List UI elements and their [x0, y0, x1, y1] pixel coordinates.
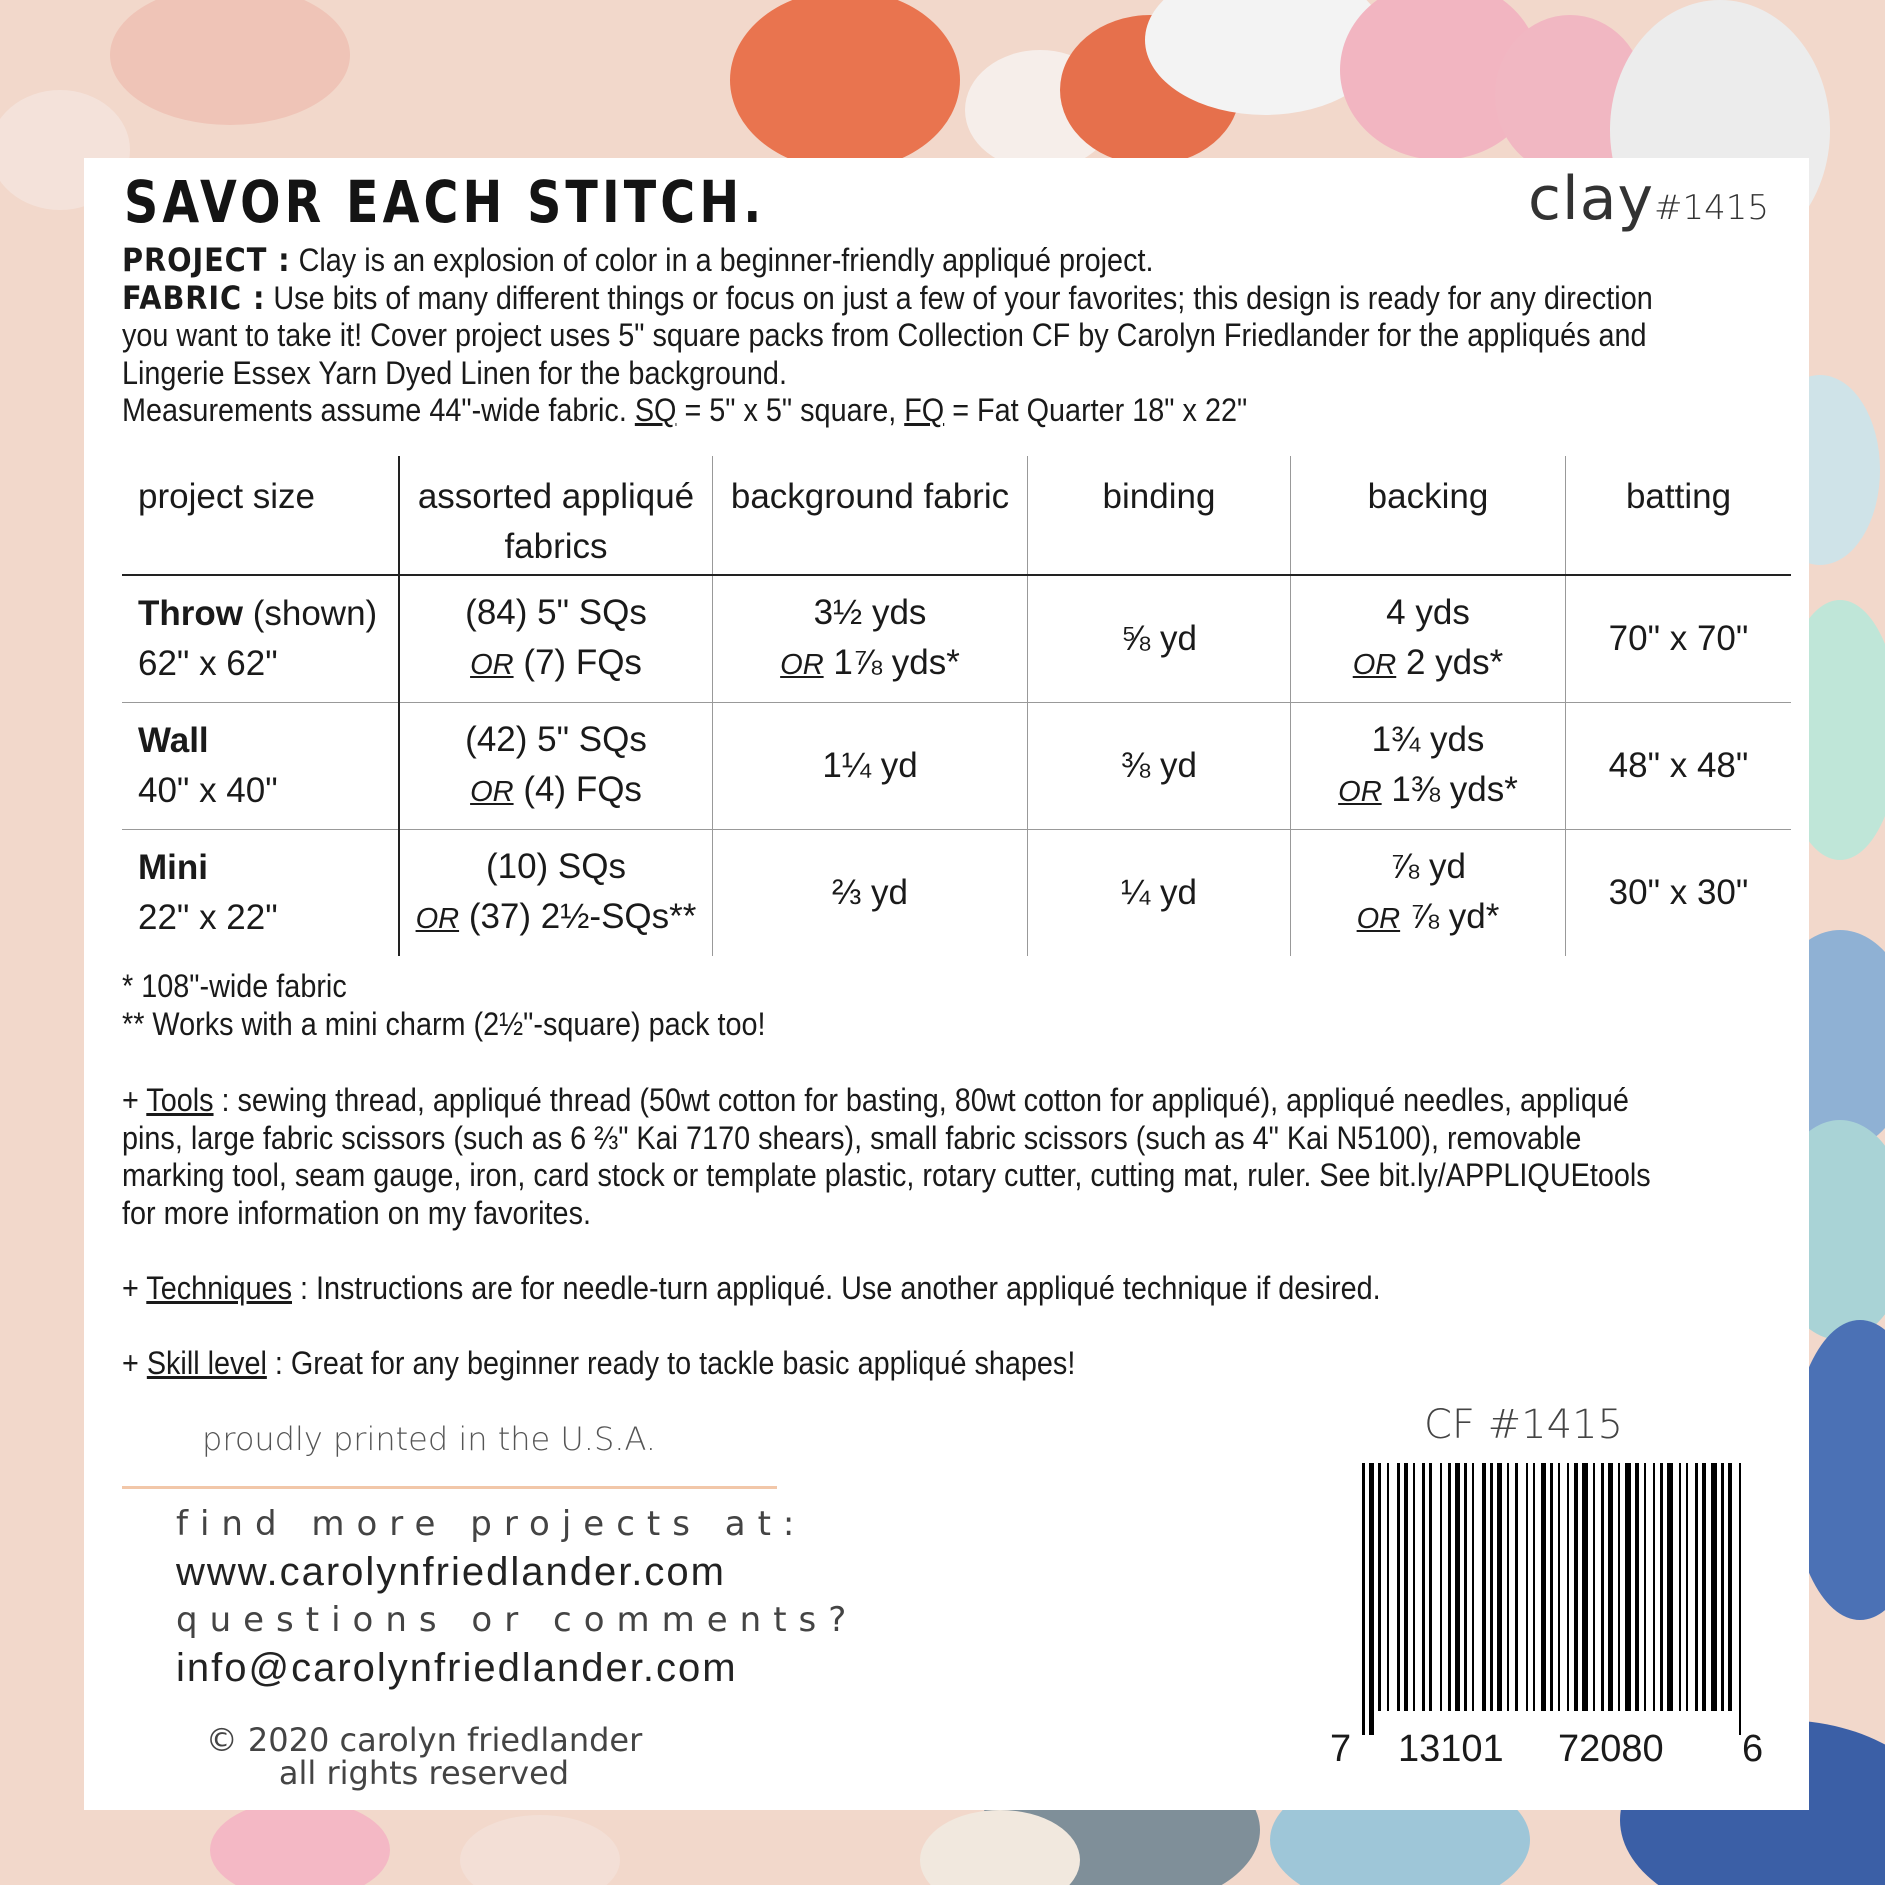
tools-text-2: pins, large fabric scissors (such as 6 ⅔" Kai 7170 shears), small fabric scissors (such as 4" Kai N5100), removable — [122, 1119, 1582, 1156]
header-applique-fabrics — [399, 456, 713, 575]
binding-cell: ¼ yd — [1028, 830, 1291, 957]
tools-section — [122, 1082, 1651, 1232]
barcode-bar — [1686, 1463, 1688, 1711]
barcode-bar — [1541, 1463, 1546, 1711]
barcode-bar — [1507, 1463, 1509, 1711]
backing-value: 4 yds — [1386, 593, 1470, 632]
background-cell — [713, 575, 1028, 703]
tools-prefix: + — [122, 1082, 147, 1118]
header-applique-l1: assorted appliqué — [417, 477, 695, 516]
tools-text-4: for more information on my favorites. — [122, 1194, 591, 1231]
barcode-bar — [1711, 1463, 1717, 1711]
barcode-bar — [1440, 1463, 1442, 1711]
barcode-bar — [1721, 1463, 1724, 1711]
fabric-line — [122, 278, 1653, 318]
size-dims: 62" x 62" — [138, 644, 278, 683]
barcode-bar — [1625, 1463, 1631, 1711]
binding-cell: ⅝ yd — [1028, 575, 1291, 703]
backing-cell — [1291, 703, 1566, 830]
barcode-bar — [1526, 1463, 1528, 1711]
fabric-requirements-table — [122, 456, 1791, 956]
barcode-digit-first: 7 — [1330, 1728, 1352, 1770]
barcode-bar — [1387, 1463, 1389, 1711]
pattern-number: #1415 — [1653, 188, 1769, 228]
barcode-bar — [1490, 1463, 1493, 1711]
header-binding: binding — [1028, 456, 1291, 575]
barcode-bar — [1739, 1463, 1741, 1735]
barcode-bar — [1582, 1463, 1588, 1711]
barcode-bar — [1608, 1463, 1613, 1711]
pattern-name — [1528, 164, 1769, 234]
barcode-digits-right: 72080 — [1558, 1728, 1664, 1770]
tools-text: : sewing thread, appliqué thread (50wt cotton for basting, 80wt cotton for appliqué), appliqué needles, appliqué — [213, 1082, 1629, 1118]
barcode-digit-last: 6 — [1742, 1728, 1764, 1770]
or-label: OR — [1352, 649, 1397, 681]
barcode-bar — [1635, 1463, 1639, 1711]
or-label: OR — [1356, 903, 1401, 935]
backing-cell — [1291, 830, 1566, 957]
header-batting: batting — [1566, 456, 1792, 575]
applique-cell — [399, 575, 713, 703]
barcode-bar — [1422, 1463, 1425, 1711]
skill-level-section — [122, 1345, 1075, 1382]
barcode-bar — [1558, 1463, 1560, 1711]
or-label: OR — [780, 649, 824, 681]
background-alt: 1⅞ yds* — [833, 643, 960, 682]
table-row — [122, 575, 1791, 703]
measure-prefix: Measurements assume 44"-wide fabric. — [122, 392, 635, 428]
project-label: PROJECT : — [122, 241, 291, 279]
batting-cell: 48" x 48" — [1566, 703, 1792, 830]
barcode-bar — [1482, 1463, 1486, 1711]
batting-cell: 70" x 70" — [1566, 575, 1792, 703]
footnote-2: ** Works with a mini charm (2½"-square) pack too! — [122, 1005, 766, 1042]
barcode-bar — [1667, 1463, 1673, 1711]
skill-label: Skill level — [146, 1345, 267, 1381]
barcode-bar — [1618, 1463, 1620, 1711]
background-cell: ⅔ yd — [713, 830, 1028, 957]
pattern-name-text: clay — [1528, 164, 1654, 234]
size-name: Wall — [138, 721, 209, 760]
applique-alt: (7) FQs — [523, 643, 642, 682]
or-label: OR — [1338, 776, 1382, 808]
barcode-bar — [1533, 1463, 1535, 1711]
barcode-bar — [1593, 1463, 1595, 1711]
tools-label: Tools — [146, 1082, 214, 1118]
barcode-bar — [1464, 1463, 1467, 1711]
backing-alt: ⅞ yd* — [1409, 897, 1500, 936]
barcode-bar — [1653, 1463, 1655, 1711]
fabric-text: Use bits of many different things or focus on just a few of your favorites; this design is ready for any direction — [273, 279, 1653, 316]
size-dims: 22" x 22" — [138, 898, 278, 937]
fabric-line-3: Lingerie Essex Yarn Dyed Linen for the background. — [122, 354, 787, 391]
barcode-bar — [1644, 1463, 1646, 1711]
backing-value: ⅞ yd — [1390, 847, 1466, 886]
copyright-line-2: all rights reserved — [278, 1754, 570, 1792]
barcode-bar — [1404, 1463, 1408, 1711]
fq-abbr: FQ — [904, 392, 945, 428]
fq-def: = Fat Quarter 18" x 22" — [944, 392, 1248, 428]
size-name: Throw — [138, 594, 243, 633]
find-more-label: find more projects at: — [176, 1504, 807, 1544]
techniques-section — [122, 1270, 1381, 1307]
barcode-bar — [1567, 1463, 1569, 1711]
skill-text: : Great for any beginner ready to tackle basic appliqué shapes! — [266, 1345, 1076, 1381]
applique-alt: (4) FQs — [523, 770, 642, 809]
footnotes — [122, 968, 766, 1043]
product-code: CF #1415 — [1424, 1402, 1623, 1448]
project-line — [122, 242, 1616, 280]
project-intro — [122, 241, 1653, 430]
backing-alt: 1⅜ yds* — [1391, 770, 1518, 809]
page-title: SAVOR EACH STITCH. — [124, 168, 766, 236]
table-row — [122, 703, 1791, 830]
email-link[interactable]: info@carolynfriedlander.com — [176, 1646, 738, 1690]
backing-cell — [1291, 575, 1566, 703]
batting-cell: 30" x 30" — [1608, 873, 1749, 912]
questions-label: questions or comments? — [176, 1600, 859, 1640]
tools-text-3: marking tool, seam gauge, iron, card stock or template plastic, rotary cutter, cutting mat, ruler. See bit.ly/APPLIQUEtools — [122, 1157, 1651, 1193]
sq-abbr: SQ — [634, 392, 677, 428]
applique-value: (84) 5" SQs — [465, 593, 647, 632]
applique-value: (10) SQs — [485, 847, 627, 886]
size-note: (shown) — [242, 594, 378, 633]
techniques-prefix: + — [122, 1270, 147, 1306]
techniques-text: : Instructions are for needle-turn appliqué. Use another appliqué technique if desired. — [292, 1270, 1381, 1306]
techniques-label: Techniques — [146, 1270, 293, 1306]
copyright — [144, 1721, 704, 1792]
size-dims: 40" x 40" — [138, 771, 278, 810]
background-value: 3½ yds — [813, 593, 927, 632]
measurement-line — [122, 392, 1616, 430]
barcode-bar — [1601, 1463, 1604, 1711]
binding-cell: ⅜ yd — [1028, 703, 1291, 830]
size-name: Mini — [138, 848, 208, 887]
applique-value: (42) 5" SQs — [465, 720, 647, 759]
background-cell: 1¼ yd — [713, 703, 1028, 830]
barcode-bar — [1413, 1463, 1415, 1711]
fabric-line-2: you want to take it! Cover project uses 5" square packs from Collection CF by Carolyn Friedlander for the appliqués and — [122, 317, 1647, 353]
footer-divider — [122, 1486, 777, 1489]
or-label: OR — [470, 649, 514, 681]
backing-value: 1¾ yds — [1371, 720, 1485, 759]
pattern-back-card — [84, 158, 1809, 1810]
header-applique-l2: fabrics — [504, 527, 608, 566]
barcode-bar — [1695, 1463, 1698, 1711]
header-background-fabric: background fabric — [713, 456, 1028, 575]
copyright-line-1: © 2020 carolyn friedlander — [205, 1721, 643, 1759]
barcode-bar — [1448, 1463, 1451, 1711]
website-link[interactable]: www.carolynfriedlander.com — [176, 1550, 726, 1594]
size-cell — [122, 575, 399, 703]
or-label: OR — [415, 903, 460, 935]
header-project-size: project size — [122, 456, 399, 575]
barcode-bar — [1429, 1463, 1432, 1711]
size-cell — [122, 830, 399, 957]
barcode-bar — [1369, 1463, 1374, 1735]
footnote-1: * 108"-wide fabric — [122, 968, 347, 1004]
barcode-digits-left: 13101 — [1398, 1728, 1504, 1770]
barcode-bar — [1679, 1463, 1681, 1711]
printed-in-usa: proudly printed in the U.S.A. — [202, 1420, 656, 1458]
or-label: OR — [470, 776, 514, 808]
project-text: Clay is an explosion of color in a beginner-friendly appliqué project. — [298, 242, 1154, 278]
applique-cell — [399, 703, 713, 830]
barcode-bar — [1702, 1463, 1706, 1711]
skill-prefix: + — [122, 1345, 147, 1381]
applique-alt: (37) 2½-SQs** — [468, 897, 697, 936]
barcode-bar — [1660, 1463, 1663, 1711]
barcode-bar — [1728, 1463, 1732, 1711]
barcode-bar — [1550, 1463, 1553, 1711]
header-backing: backing — [1291, 456, 1566, 575]
barcode-bar — [1378, 1463, 1381, 1711]
sq-def: = 5" x 5" square, — [676, 392, 905, 428]
barcode-bar — [1397, 1463, 1400, 1711]
applique-cell — [399, 830, 713, 957]
size-cell — [122, 703, 399, 830]
barcode-bar — [1362, 1463, 1365, 1735]
barcode-bar — [1497, 1463, 1502, 1711]
barcode-bar — [1574, 1463, 1578, 1711]
barcode-digits — [1330, 1728, 1764, 1776]
backing-alt: 2 yds* — [1405, 643, 1504, 682]
barcode-bar — [1515, 1463, 1518, 1711]
barcode-icon — [1358, 1463, 1748, 1735]
table-header-row — [122, 456, 1791, 575]
table-row — [122, 830, 1791, 957]
barcode-bar — [1455, 1463, 1460, 1711]
fabric-label: FABRIC : — [122, 278, 266, 317]
barcode-bar — [1472, 1463, 1474, 1711]
